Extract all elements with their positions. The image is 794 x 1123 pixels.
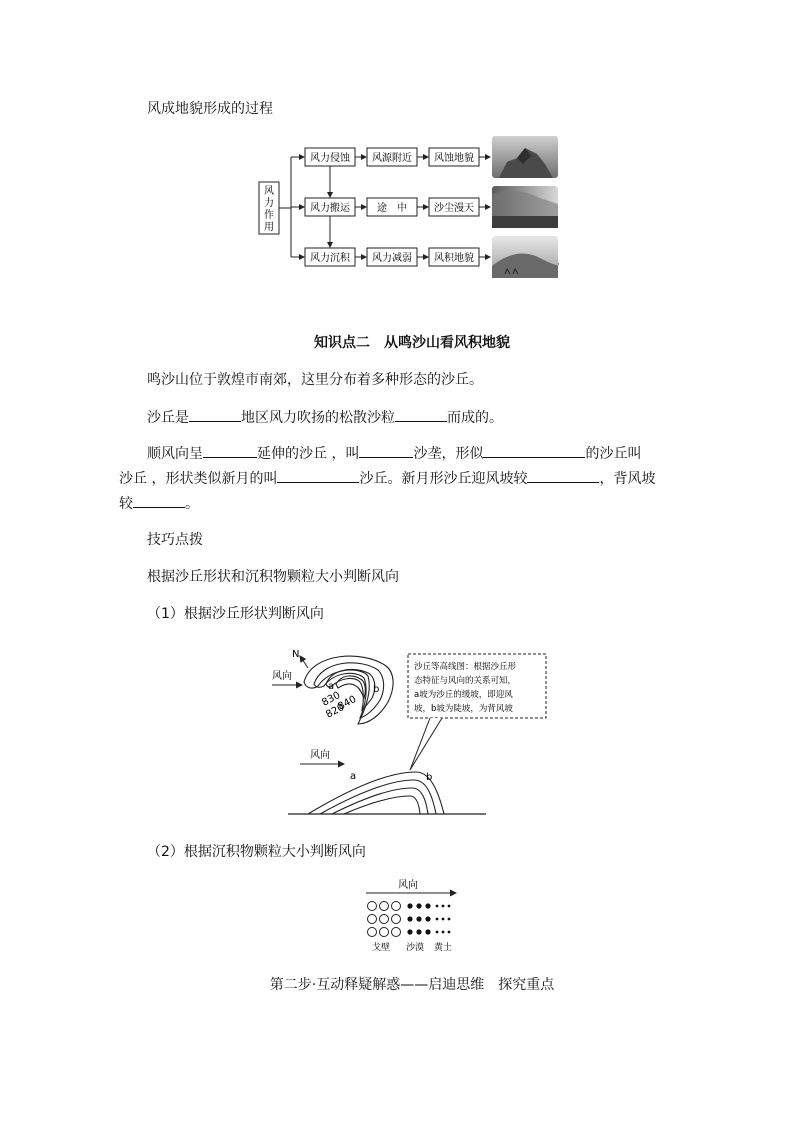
flow-root-char-1: 风 <box>264 186 274 197</box>
contour-slope-a: a <box>328 681 335 692</box>
flow-result-2: 沙尘漫天 <box>434 203 474 214</box>
blank-1[interactable] <box>189 407 241 422</box>
blank-6[interactable] <box>277 468 359 483</box>
callout-line-2: 态特征与风向的关系可知， <box>414 676 517 686</box>
flow-root-char-4: 用 <box>264 222 274 233</box>
blank-3[interactable] <box>203 443 257 458</box>
flow-condition-1: 风源附近 <box>372 153 412 164</box>
label-loess: 黄土 <box>434 943 453 953</box>
flow-result-3: 风积地貌 <box>434 253 474 264</box>
sediment-wind-label: 风向 <box>398 880 418 891</box>
section-title: 风成地貌形成的过程 <box>147 101 273 117</box>
contour-wind-label: 风向 <box>272 671 292 682</box>
section-heading: 知识点二 从鸣沙山看风积地貌 <box>314 335 510 351</box>
dune-contours <box>304 656 393 724</box>
north-label: N <box>292 649 300 660</box>
flow-condition-2: 途 中 <box>377 203 407 214</box>
dune-photo <box>492 236 559 278</box>
callout-pointer <box>410 718 442 770</box>
contour-slope-b: b <box>373 684 380 695</box>
sediment-size-figure <box>360 876 460 954</box>
blank-7[interactable] <box>527 468 599 483</box>
wind-landform-flowchart <box>255 134 565 279</box>
profile-slope-b: b <box>426 772 433 783</box>
dune-shape-figure <box>268 642 550 818</box>
contour-830: 830 <box>320 689 343 709</box>
blank-8[interactable] <box>133 493 185 508</box>
tips-subtitle: 根据沙丘形状和沉积物颗粒大小判断风向 <box>147 569 399 585</box>
profile-wind-label: 风向 <box>310 750 330 761</box>
flow-root-char-2: 力 <box>264 198 274 209</box>
dust-storm-photo <box>492 186 558 228</box>
flow-action-2: 风力搬运 <box>310 203 350 214</box>
label-gobi: 戈壁 <box>372 943 391 953</box>
flow-action-3: 风力沉积 <box>310 253 350 264</box>
profile-slope-a: a <box>350 771 357 782</box>
contour-840: 840 <box>336 693 359 713</box>
gobi-gravel <box>368 902 401 937</box>
callout-line-4: 坡，b坡为陡坡，为背风坡 <box>414 704 513 714</box>
blank-5[interactable] <box>483 443 585 458</box>
callout-line-1: 沙丘等高线图：根据沙丘形 <box>414 662 517 672</box>
paragraph-dune-types-line2: 沙丘 ，形状类似新月的叫 沙丘。新月形沙丘迎风坡较 ，背风坡 <box>119 468 655 489</box>
flow-condition-3: 风力减弱 <box>372 253 412 264</box>
contour-820: 820 <box>324 701 347 721</box>
paragraph-dune-types-line3: 较 。 <box>119 493 199 514</box>
blank-2[interactable] <box>395 407 447 422</box>
tips-title: 技巧点拨 <box>147 532 203 548</box>
flow-action-1: 风力侵蚀 <box>310 153 350 164</box>
blank-4[interactable] <box>359 443 413 458</box>
label-desert: 沙漠 <box>406 943 425 953</box>
step-footer: 第二步·互动释疑解惑——启迪思维 探究重点 <box>269 977 555 993</box>
callout-line-3: a坡为沙丘的缓坡，即迎风 <box>414 690 513 700</box>
paragraph-dune-types-line1: 顺风向呈 延伸的沙丘 ，叫 沙垄，形似 的沙丘叫 <box>147 443 641 464</box>
loess-silt <box>436 905 451 934</box>
yardang-photo <box>492 136 558 178</box>
flow-root-char-3: 作 <box>264 210 274 221</box>
tips-item-1: （1）根据沙丘形状判断风向 <box>147 606 324 622</box>
dune-profile <box>308 772 444 814</box>
tips-item-2: （2）根据沉积物颗粒大小判断风向 <box>147 844 366 860</box>
desert-sand <box>407 903 430 934</box>
flow-result-1: 风蚀地貌 <box>434 153 474 164</box>
paragraph-mingsha: 鸣沙山位于敦煌市南郊，这里分布着多种形态的沙丘。 <box>147 372 483 388</box>
paragraph-dune-definition: 沙丘是 地区风力吹扬的松散沙粒 而成的。 <box>147 407 503 428</box>
